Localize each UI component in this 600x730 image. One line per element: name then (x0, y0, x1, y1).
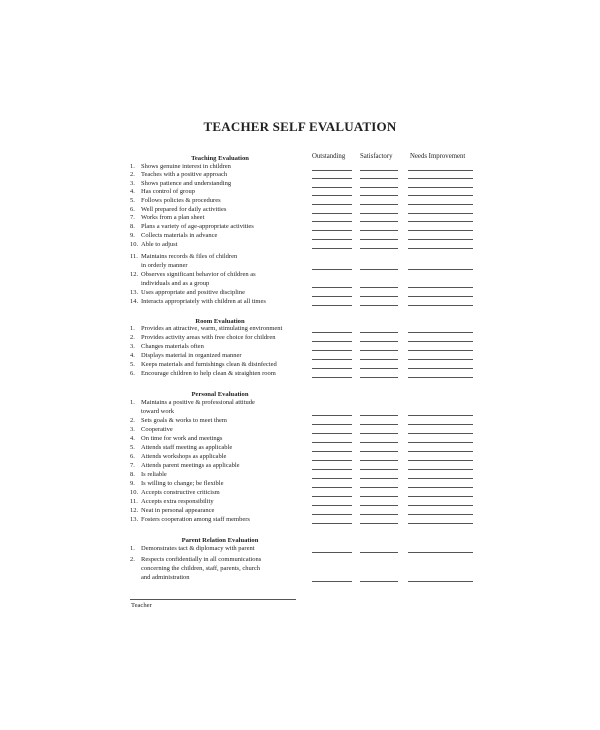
item-text: Teaches with a positive approach (141, 171, 228, 178)
rating-blank-satisfactory[interactable] (360, 377, 398, 378)
item-text: Demonstrates tact & diplomacy with parent (141, 545, 255, 552)
rating-blank-outstanding[interactable] (312, 221, 352, 222)
rating-blank-satisfactory[interactable] (360, 469, 398, 470)
item-number: 9. (130, 232, 135, 239)
rating-blank-satisfactory[interactable] (360, 213, 398, 214)
rating-blank-needs-improvement[interactable] (408, 332, 473, 333)
rating-blank-satisfactory[interactable] (360, 505, 398, 506)
item-text: Able to adjust (141, 241, 178, 248)
item-number: 1. (130, 325, 135, 332)
item-text: Accepts extra responsibility (141, 498, 214, 505)
item-number: 8. (130, 471, 135, 478)
item-text: Is willing to change; be flexible (141, 480, 224, 487)
item-number: 5. (130, 361, 135, 368)
rating-blank-needs-improvement[interactable] (408, 424, 473, 425)
item-text: toward work (141, 407, 175, 415)
item-number: 3. (130, 426, 135, 433)
item-text: Maintains records & files of children (141, 253, 238, 260)
item-number: 13. (130, 516, 139, 523)
evaluation-item (130, 289, 312, 298)
evaluation-item (130, 417, 312, 426)
item-text: Maintains a positive & professional attitude (141, 399, 255, 406)
evaluation-item (130, 480, 312, 489)
evaluation-item (130, 462, 312, 471)
rating-blank-satisfactory[interactable] (360, 269, 398, 270)
item-text: Plans a variety of age-appropriate activities (141, 223, 254, 230)
evaluation-item (130, 471, 312, 480)
rating-blank-satisfactory[interactable] (360, 170, 398, 171)
rating-blank-satisfactory[interactable] (360, 581, 398, 582)
rating-blank-outstanding[interactable] (312, 424, 352, 425)
rating-blank-satisfactory[interactable] (360, 460, 398, 461)
evaluation-item (130, 426, 312, 435)
item-number: 4. (130, 352, 135, 359)
evaluation-item (130, 253, 312, 271)
rating-blank-satisfactory[interactable] (360, 451, 398, 452)
evaluation-item (130, 171, 312, 180)
item-text: Encourage children to help clean & straighten room (141, 370, 276, 377)
item-number: 6. (130, 370, 135, 377)
rating-blank-satisfactory[interactable] (360, 523, 398, 524)
section-title: Parent Relation Evaluation (181, 537, 259, 544)
evaluation-item (130, 507, 312, 516)
rating-blank-needs-improvement[interactable] (408, 505, 473, 506)
item-number: 2. (130, 417, 135, 424)
rating-blank-satisfactory[interactable] (360, 496, 398, 497)
rating-blank-outstanding[interactable] (312, 350, 352, 351)
item-number: 4. (130, 188, 135, 195)
evaluation-item (130, 325, 312, 334)
evaluation-item (130, 361, 312, 370)
rating-blank-satisfactory[interactable] (360, 248, 398, 249)
item-number: 11. (130, 253, 138, 260)
rating-blank-outstanding[interactable] (312, 187, 352, 188)
item-text: Attends staff meeting as applicable (141, 444, 233, 451)
evaluation-item (130, 556, 312, 583)
item-number: 14. (130, 298, 139, 305)
rating-blank-outstanding[interactable] (312, 195, 352, 196)
item-number: 2. (130, 171, 135, 178)
evaluation-item (130, 214, 312, 223)
rating-blank-needs-improvement[interactable] (408, 204, 473, 205)
item-number: 6. (130, 206, 135, 213)
item-number: 12. (130, 507, 139, 514)
item-text: Observes significant behavior of children as (141, 271, 256, 278)
rating-blank-satisfactory[interactable] (360, 552, 398, 553)
rating-blank-needs-improvement[interactable] (408, 451, 473, 452)
rating-blank-satisfactory[interactable] (360, 187, 398, 188)
rating-blank-needs-improvement[interactable] (408, 514, 473, 515)
item-number: 2. (130, 334, 135, 341)
rating-blank-outstanding[interactable] (312, 305, 352, 306)
rating-blank-needs-improvement[interactable] (408, 359, 473, 360)
evaluation-item (130, 271, 312, 289)
rating-blank-outstanding[interactable] (312, 213, 352, 214)
evaluation-item (130, 188, 312, 197)
rating-blank-satisfactory[interactable] (360, 514, 398, 515)
item-number: 7. (130, 462, 135, 469)
item-text: Well prepared for daily activities (141, 206, 227, 213)
item-number: 3. (130, 343, 135, 350)
rating-blank-needs-improvement[interactable] (408, 460, 473, 461)
rating-blank-satisfactory[interactable] (360, 442, 398, 443)
evaluation-item (130, 352, 312, 361)
evaluation-item (130, 370, 312, 379)
item-number: 5. (130, 197, 135, 204)
rating-blank-outstanding[interactable] (312, 178, 352, 179)
rating-blank-outstanding[interactable] (312, 248, 352, 249)
evaluation-item (130, 489, 312, 498)
item-text: On time for work and meetings (141, 435, 223, 442)
rating-blank-outstanding[interactable] (312, 269, 352, 270)
rating-blank-needs-improvement[interactable] (408, 305, 473, 306)
rating-blank-outstanding[interactable] (312, 296, 352, 297)
item-number: 10. (130, 241, 139, 248)
evaluation-item (130, 232, 312, 241)
item-number: 1. (130, 163, 135, 170)
item-text: Displays material in organized manner (141, 352, 242, 359)
item-number: 12. (130, 271, 139, 278)
rating-blank-outstanding[interactable] (312, 368, 352, 369)
evaluation-item (130, 334, 312, 343)
rating-blank-satisfactory[interactable] (360, 239, 398, 240)
rating-blank-satisfactory[interactable] (360, 287, 398, 288)
rating-blank-outstanding[interactable] (312, 552, 352, 553)
rating-blank-needs-improvement[interactable] (408, 496, 473, 497)
item-text: Shows genuine interest in children (141, 163, 231, 170)
item-text: and administration (141, 573, 190, 581)
rating-blank-outstanding[interactable] (312, 377, 352, 378)
rating-blank-needs-improvement[interactable] (408, 269, 473, 270)
rating-blank-needs-improvement[interactable] (408, 213, 473, 214)
item-text: Uses appropriate and positive discipline (141, 289, 245, 296)
rating-blank-needs-improvement[interactable] (408, 469, 473, 470)
page-title: TEACHER SELF EVALUATION (203, 119, 397, 134)
item-text: in orderly manner (141, 261, 188, 269)
rating-blank-outstanding[interactable] (312, 487, 352, 488)
rating-blank-outstanding[interactable] (312, 433, 352, 434)
rating-blank-outstanding[interactable] (312, 460, 352, 461)
item-number: 2. (130, 556, 135, 563)
signature-line[interactable] (130, 599, 296, 600)
rating-blank-needs-improvement[interactable] (408, 287, 473, 288)
evaluation-item (130, 197, 312, 206)
rating-blank-satisfactory[interactable] (360, 350, 398, 351)
section-title: Personal Evaluation (191, 391, 249, 398)
evaluation-item (130, 453, 312, 462)
item-text: Changes materials often (141, 343, 204, 350)
rating-blank-needs-improvement[interactable] (408, 368, 473, 369)
item-number: 11. (130, 498, 138, 505)
rating-blank-outstanding[interactable] (312, 287, 352, 288)
rating-blank-satisfactory[interactable] (360, 368, 398, 369)
rating-blank-needs-improvement[interactable] (408, 442, 473, 443)
rating-blank-needs-improvement[interactable] (408, 248, 473, 249)
evaluation-item (130, 343, 312, 352)
item-text: Attends parent meetings as applicable (141, 462, 240, 469)
signature-label: Teacher (131, 602, 152, 609)
section-title: Room Evaluation (195, 318, 245, 325)
rating-blank-outstanding[interactable] (312, 341, 352, 342)
rating-blank-needs-improvement[interactable] (408, 478, 473, 479)
rating-blank-outstanding[interactable] (312, 496, 352, 497)
rating-blank-satisfactory[interactable] (360, 478, 398, 479)
rating-blank-satisfactory[interactable] (360, 178, 398, 179)
evaluation-item (130, 516, 312, 525)
item-number: 13. (130, 289, 139, 296)
rating-blank-satisfactory[interactable] (360, 332, 398, 333)
item-text: Keeps materials and furnishings clean & disinfected (141, 361, 277, 368)
rating-blank-outstanding[interactable] (312, 170, 352, 171)
rating-blank-needs-improvement[interactable] (408, 377, 473, 378)
rating-blank-needs-improvement[interactable] (408, 581, 473, 582)
item-number: 10. (130, 489, 139, 496)
rating-blank-needs-improvement[interactable] (408, 487, 473, 488)
rating-blank-satisfactory[interactable] (360, 341, 398, 342)
rating-blank-satisfactory[interactable] (360, 305, 398, 306)
item-number: 4. (130, 435, 135, 442)
evaluation-item (130, 545, 312, 554)
rating-blank-outstanding[interactable] (312, 514, 352, 515)
rating-blank-outstanding[interactable] (312, 332, 352, 333)
evaluation-item (130, 298, 312, 307)
rating-blank-satisfactory[interactable] (360, 296, 398, 297)
item-text: Is reliable (141, 471, 167, 478)
item-text: concerning the children, staff, parents, church (141, 564, 260, 572)
item-number: 6. (130, 453, 135, 460)
item-text: Shows patience and understanding (141, 180, 232, 187)
rating-blank-satisfactory[interactable] (360, 195, 398, 196)
rating-blank-satisfactory[interactable] (360, 415, 398, 416)
item-text: Neat in personal appearance (141, 507, 215, 514)
rating-blank-needs-improvement[interactable] (408, 552, 473, 553)
rating-blank-satisfactory[interactable] (360, 359, 398, 360)
rating-blank-needs-improvement[interactable] (408, 433, 473, 434)
item-number: 5. (130, 444, 135, 451)
rating-blank-needs-improvement[interactable] (408, 170, 473, 171)
rating-blank-outstanding[interactable] (312, 581, 352, 582)
evaluation-item (130, 435, 312, 444)
rating-blank-outstanding[interactable] (312, 239, 352, 240)
rating-blank-needs-improvement[interactable] (408, 195, 473, 196)
rating-blank-outstanding[interactable] (312, 415, 352, 416)
section-title: Teaching Evaluation (191, 155, 249, 162)
item-text: Works from a plan sheet (141, 214, 205, 221)
rating-blank-needs-improvement[interactable] (408, 341, 473, 342)
column-header-needs-improvement: Needs Improvement (410, 153, 466, 160)
item-number: 8. (130, 223, 135, 230)
rating-blank-needs-improvement[interactable] (408, 187, 473, 188)
item-text: Follows policies & procedures (141, 197, 221, 204)
item-number: 7. (130, 214, 135, 221)
rating-blank-outstanding[interactable] (312, 359, 352, 360)
item-number: 1. (130, 399, 135, 406)
rating-blank-satisfactory[interactable] (360, 230, 398, 231)
item-text: Accepts constructive criticism (141, 489, 220, 496)
column-header-outstanding: Outstanding (312, 153, 346, 160)
item-text: Respects confidentially in all communications (141, 556, 262, 563)
rating-blank-needs-improvement[interactable] (408, 178, 473, 179)
rating-blank-outstanding[interactable] (312, 451, 352, 452)
rating-blank-needs-improvement[interactable] (408, 230, 473, 231)
item-text: individuals and as a group (141, 279, 210, 287)
evaluation-item (130, 399, 312, 417)
rating-blank-needs-improvement[interactable] (408, 415, 473, 416)
item-text: Provides activity areas with free choice for children (141, 334, 276, 341)
rating-blank-needs-improvement[interactable] (408, 239, 473, 240)
evaluation-item (130, 241, 312, 250)
rating-blank-satisfactory[interactable] (360, 487, 398, 488)
item-number: 3. (130, 180, 135, 187)
item-number: 1. (130, 545, 135, 552)
rating-blank-outstanding[interactable] (312, 505, 352, 506)
rating-blank-needs-improvement[interactable] (408, 523, 473, 524)
evaluation-item (130, 498, 312, 507)
rating-blank-outstanding[interactable] (312, 442, 352, 443)
item-text: Has control of group (141, 188, 195, 195)
rating-blank-satisfactory[interactable] (360, 424, 398, 425)
rating-blank-outstanding[interactable] (312, 469, 352, 470)
item-text: Collects materials in advance (141, 232, 218, 239)
item-text: Provides an attractive, warm, stimulating environment (141, 325, 283, 332)
rating-blank-satisfactory[interactable] (360, 204, 398, 205)
item-text: Sets goals & works to meet them (141, 417, 227, 424)
item-number: 9. (130, 480, 135, 487)
rating-blank-outstanding[interactable] (312, 204, 352, 205)
rating-blank-needs-improvement[interactable] (408, 350, 473, 351)
item-text: Attends workshops as applicable (141, 453, 227, 460)
rating-blank-outstanding[interactable] (312, 478, 352, 479)
rating-blank-satisfactory[interactable] (360, 433, 398, 434)
rating-blank-satisfactory[interactable] (360, 221, 398, 222)
evaluation-item (130, 223, 312, 232)
column-header-satisfactory: Satisfactory (360, 153, 393, 160)
rating-blank-outstanding[interactable] (312, 523, 352, 524)
evaluation-item (130, 444, 312, 453)
rating-blank-needs-improvement[interactable] (408, 221, 473, 222)
rating-blank-needs-improvement[interactable] (408, 296, 473, 297)
item-text: Fosters cooperation among staff members (141, 516, 250, 523)
rating-blank-outstanding[interactable] (312, 230, 352, 231)
item-text: Interacts appropriately with children at all times (141, 298, 266, 305)
item-text: Cooperative (141, 426, 173, 433)
